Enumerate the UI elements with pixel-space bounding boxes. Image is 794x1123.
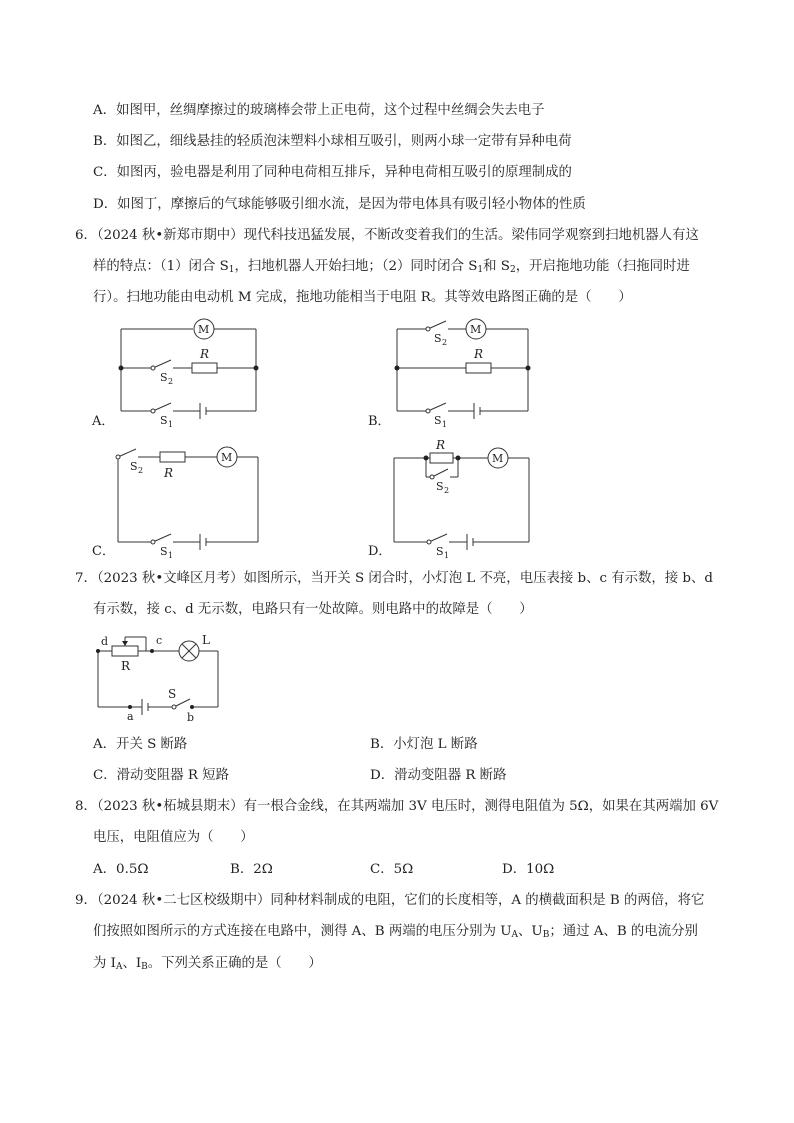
svg-text:S: S <box>434 414 442 427</box>
svg-text:1: 1 <box>444 551 450 560</box>
svg-text:R: R <box>121 659 131 673</box>
q9-stem-line3: 为 $I_A$、$I_B$。下列关系正确的是（ ） <box>93 956 322 972</box>
q8-option-a: A．0.5Ω <box>93 862 149 877</box>
svg-text:b: b <box>187 711 195 724</box>
svg-text:M: M <box>221 451 233 464</box>
svg-text:R: R <box>164 466 174 480</box>
q9-stem-line2: 们按照如图所示的方式连接在电路中，测得 A、B 两端的电压分别为 $U_A$、$U_B$；通过 A、B 的电流分别 <box>93 924 698 940</box>
svg-text:A．: A． <box>92 414 115 428</box>
svg-text:M: M <box>198 323 210 336</box>
svg-text:2: 2 <box>444 486 450 495</box>
svg-text:R: R <box>200 347 210 361</box>
svg-text:S: S <box>160 414 168 427</box>
svg-text:S: S <box>160 371 168 384</box>
svg-text:S: S <box>160 545 168 558</box>
q7-stem-line1: 7．（2023 秋•文峰区月考）如图所示，当开关 S 闭合时，小灯泡 L 不亮，电压表接 b、c 有示数，接 b、d <box>75 571 713 586</box>
svg-text:B．: B． <box>368 414 391 428</box>
q6-stem-line2: 样的特点：（1）闭合 $S_1$，扫地机器人开始扫地；（2）同时闭合 $S_1$和 $S_2$，开启拖地功能（扫拖同时进 <box>93 259 690 275</box>
svg-text:S: S <box>434 332 442 345</box>
q7-stem-line2: 有示数，接 c、d 无示数，电路只有一处故障。则电路中的故障是（ ） <box>93 602 533 617</box>
svg-text:S: S <box>436 545 444 558</box>
q7-option-c: C．滑动变阻器 R 短路 <box>93 768 229 783</box>
svg-text:S: S <box>130 460 138 473</box>
svg-text:D．: D． <box>368 544 392 559</box>
q5-option-a: A．如图甲，丝绸摩擦过的玻璃棒会带上正电荷，这个过程中丝绸会失去电子 <box>93 103 545 118</box>
svg-text:M: M <box>492 452 504 465</box>
svg-text:S: S <box>436 480 444 493</box>
q8-option-b: B．2Ω <box>230 862 273 877</box>
svg-text:M: M <box>470 323 482 336</box>
svg-text:C．: C． <box>92 544 115 559</box>
q5-option-c: C．如图丙，验电器是利用了同种电荷相互排斥，异种电荷相互吸引的原理制成的 <box>93 165 572 180</box>
q6-circuit-c <box>90 445 280 560</box>
svg-text:R: R <box>474 347 484 361</box>
svg-text:2: 2 <box>138 466 144 475</box>
q8-stem-line2: 电压，电阻值应为（ ） <box>93 830 254 845</box>
svg-text:1: 1 <box>168 420 174 428</box>
q6-stem-line1: 6．（2024 秋•新郑市期中）现代科技迅猛发展，不断改变着我们的生活。梁伟同学观察到扫地机器人有这 <box>75 228 699 243</box>
svg-text:R: R <box>436 438 446 452</box>
svg-text:L: L <box>202 633 210 647</box>
q8-stem-line1: 8．（2023 秋•柘城县期末）有一根合金线，在其两端加 3V 电压时，测得电阻值为 5Ω，如果在其两端加 6V <box>75 799 719 814</box>
svg-text:c: c <box>156 634 163 647</box>
svg-text:2: 2 <box>168 377 174 386</box>
q9-stem-line1: 9．（2024 秋•二七区校级期中）同种材料制成的电阻，它们的长度相等，A 的横截面积是 B 的两倍，将它 <box>75 893 705 908</box>
q5-option-b: B．如图乙，细线悬挂的轻质泡沫塑料小球相互吸引，则两小球一定带有异种电荷 <box>93 134 572 149</box>
q8-option-c: C．5Ω <box>370 862 414 877</box>
q7-circuit-figure <box>90 630 230 725</box>
svg-text:1: 1 <box>168 551 174 560</box>
svg-text:S: S <box>168 687 177 701</box>
q6-stem-line3: 行）。扫地功能由电动机 M 完成，拖地功能相当于电阻 R。其等效电路图正确的是（ ） <box>93 290 632 305</box>
svg-text:2: 2 <box>442 338 448 347</box>
q8-option-d: D．10Ω <box>502 862 555 877</box>
q5-option-d: D．如图丁，摩擦后的气球能够吸引细水流，是因为带电体具有吸引轻小物体的性质 <box>93 197 586 212</box>
q6-circuit-a <box>90 318 280 428</box>
svg-text:1: 1 <box>442 420 448 428</box>
q6-circuit-b <box>366 318 566 428</box>
svg-text:a: a <box>127 710 134 723</box>
q6-circuit-d <box>366 438 566 560</box>
q7-option-a: A．开关 S 断路 <box>93 737 188 752</box>
q7-option-b: B．小灯泡 L 断路 <box>370 737 478 752</box>
svg-text:d: d <box>101 635 109 648</box>
q7-option-d: D．滑动变阻器 R 断路 <box>370 768 507 783</box>
